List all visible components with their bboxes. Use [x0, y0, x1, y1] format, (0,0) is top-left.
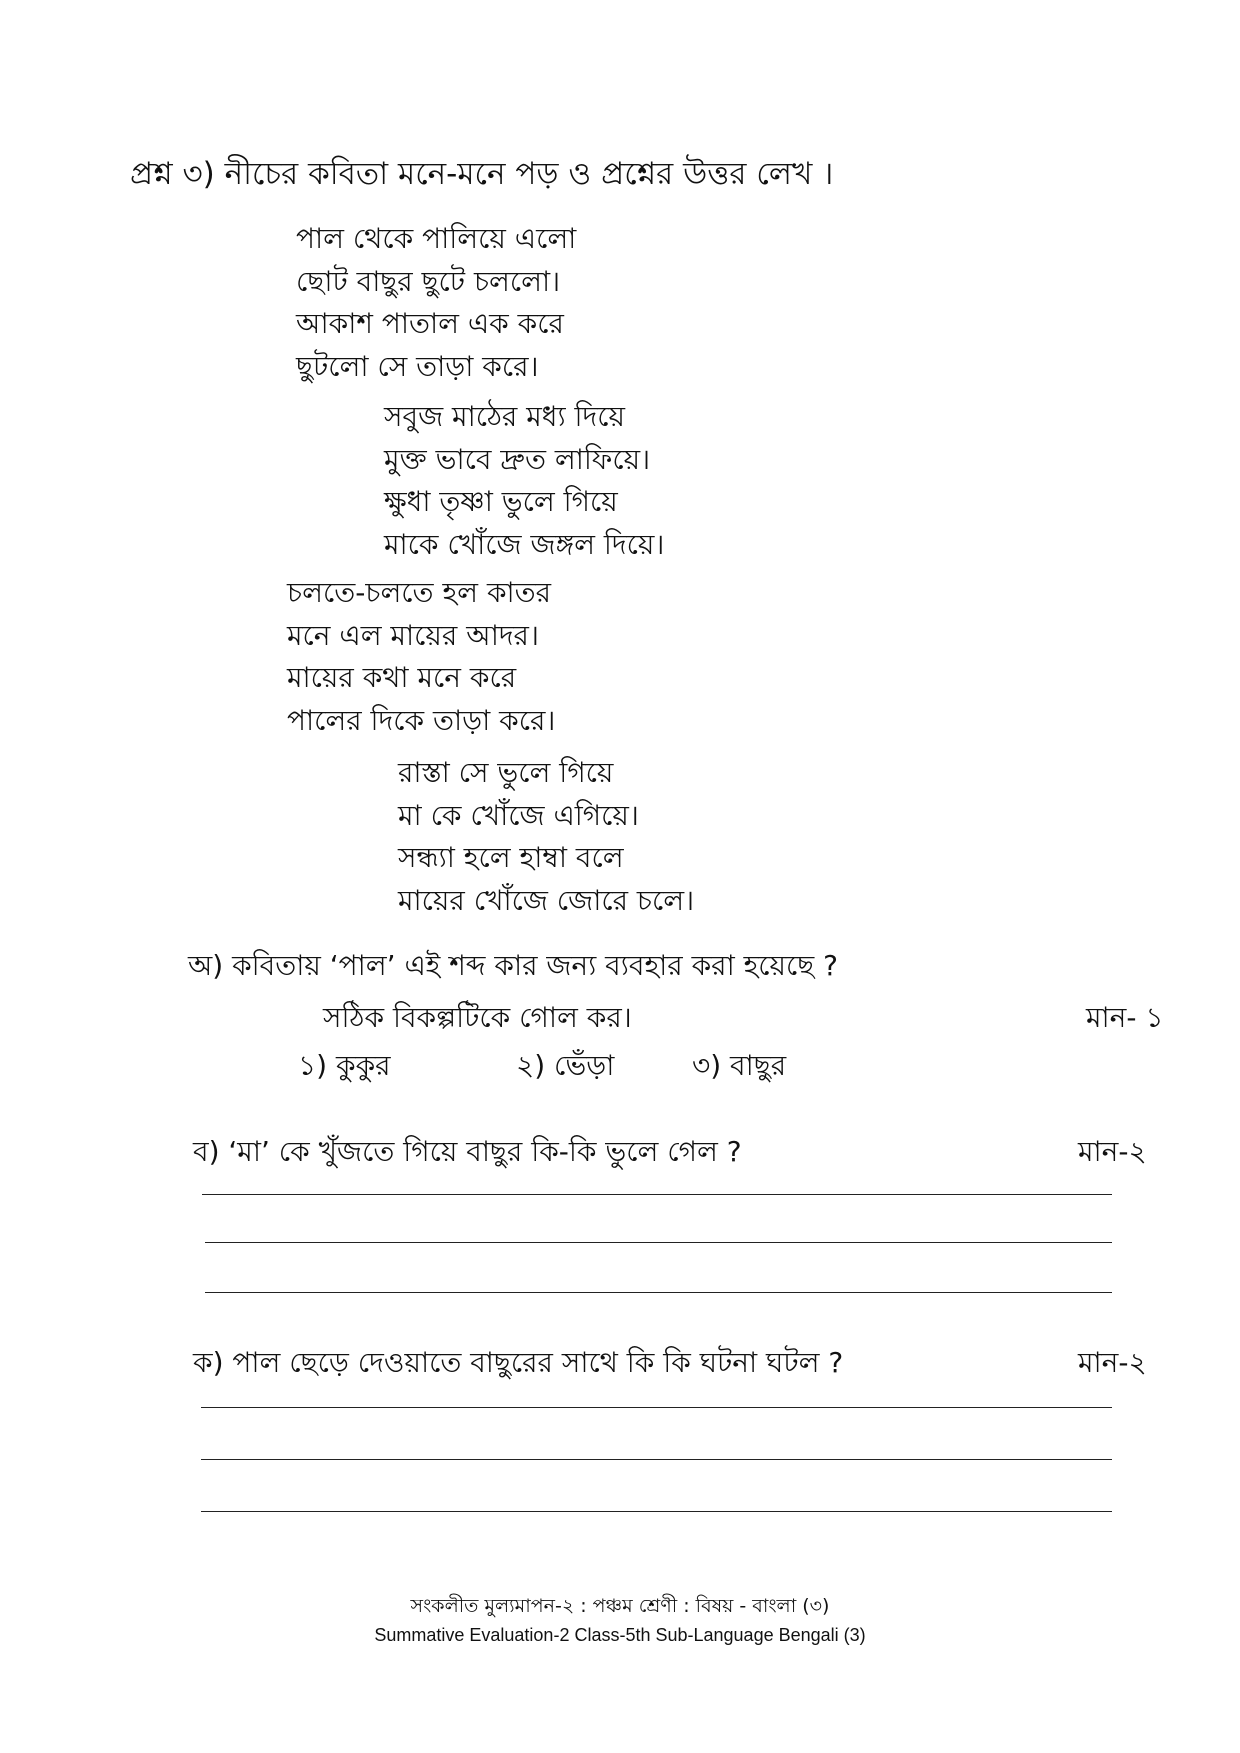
sub-question-k-marks: মান-২: [1078, 1346, 1147, 1379]
poem-line: ছোট বাছুর ছুটে চললো।: [296, 264, 561, 298]
option-1[interactable]: ১) কুকুর: [298, 1049, 391, 1082]
poem-stanza-3: [287, 572, 555, 742]
poem-stanza-2: [384, 396, 664, 566]
poem-line: চলতে-চলতে হল কাতর: [287, 576, 552, 609]
option-list: [298, 1044, 858, 1088]
sub-question-b-marks: মান-২: [1078, 1135, 1147, 1168]
poem-line: ক্ষুধা তৃষ্ণা ভুলে গিয়ে: [384, 485, 618, 518]
poem-line: মায়ের কথা মনে করে: [287, 661, 517, 694]
answer-line[interactable]: [205, 1292, 1112, 1293]
poem-line: আকাশ পাতাল এক করে: [296, 307, 564, 340]
answer-line[interactable]: [205, 1242, 1112, 1243]
sub-question-a-instruction: সঠিক বিকল্পটিকে গোল কর।: [323, 1001, 632, 1034]
sub-question-a: অ) কবিতায় ‘পাল’ এই শব্দ কার জন্য ব্যবহার করা হয়েছে ?: [188, 949, 839, 982]
poem-stanza-4: [398, 752, 694, 922]
poem-line: মা কে খোঁজে এগিয়ে।: [398, 798, 639, 832]
poem-line: মায়ের খোঁজে জোরে চলে।: [398, 883, 695, 917]
poem-line: সবুজ মাঠের মধ্য দিয়ে: [384, 400, 625, 433]
answer-line[interactable]: [201, 1459, 1112, 1460]
poem-line: পালের দিকে তাড়া করে।: [287, 703, 556, 737]
poem-stanza-1: [296, 218, 576, 388]
answer-line[interactable]: [202, 1194, 1112, 1195]
option-3[interactable]: ৩) বাছুর: [692, 1049, 787, 1082]
answer-line[interactable]: [201, 1407, 1112, 1408]
poem-line: মনে এল মায়ের আদর।: [287, 618, 539, 652]
sub-question-k: ক) পাল ছেড়ে দেওয়াতে বাছুরের সাথে কি কি ঘটনা ঘটল ?: [193, 1346, 844, 1379]
question-3-title: প্রশ্ন ৩) নীচের কবিতা মনে-মনে পড় ও প্রশ্নের উত্তর লেখ ।: [130, 156, 834, 192]
answer-line[interactable]: [201, 1511, 1112, 1512]
poem-line: মুক্ত ভাবে দ্রুত লাফিয়ে।: [384, 442, 651, 476]
footer-bengali: সংকলীত মুল্যমাপন-২ : পঞ্চম শ্রেণী : বিষয় - বাংলা (৩): [410, 1595, 830, 1617]
poem-line: পাল থেকে পালিয়ে এলো: [296, 222, 577, 255]
poem-line: সন্ধ্যা হলে হাম্বা বলে: [398, 841, 624, 874]
poem-line: রাস্তা সে ভুলে গিয়ে: [398, 756, 614, 789]
option-2[interactable]: ২) ভেঁড়া: [516, 1049, 615, 1082]
footer-english: Summative Evaluation-2 Class-5th Sub-Language Bengali (3): [374, 1625, 866, 1645]
sub-question-a-marks: মান- ১: [1086, 1001, 1164, 1034]
sub-question-b: ব) ‘মা’ কে খুঁজতে গিয়ে বাছুর কি-কি ভুলে গেল ?: [193, 1135, 742, 1168]
poem-line: ছুটলো সে তাড়া করে।: [296, 349, 539, 383]
poem-line: মাকে খোঁজে জঙ্গল দিয়ে।: [384, 527, 665, 561]
